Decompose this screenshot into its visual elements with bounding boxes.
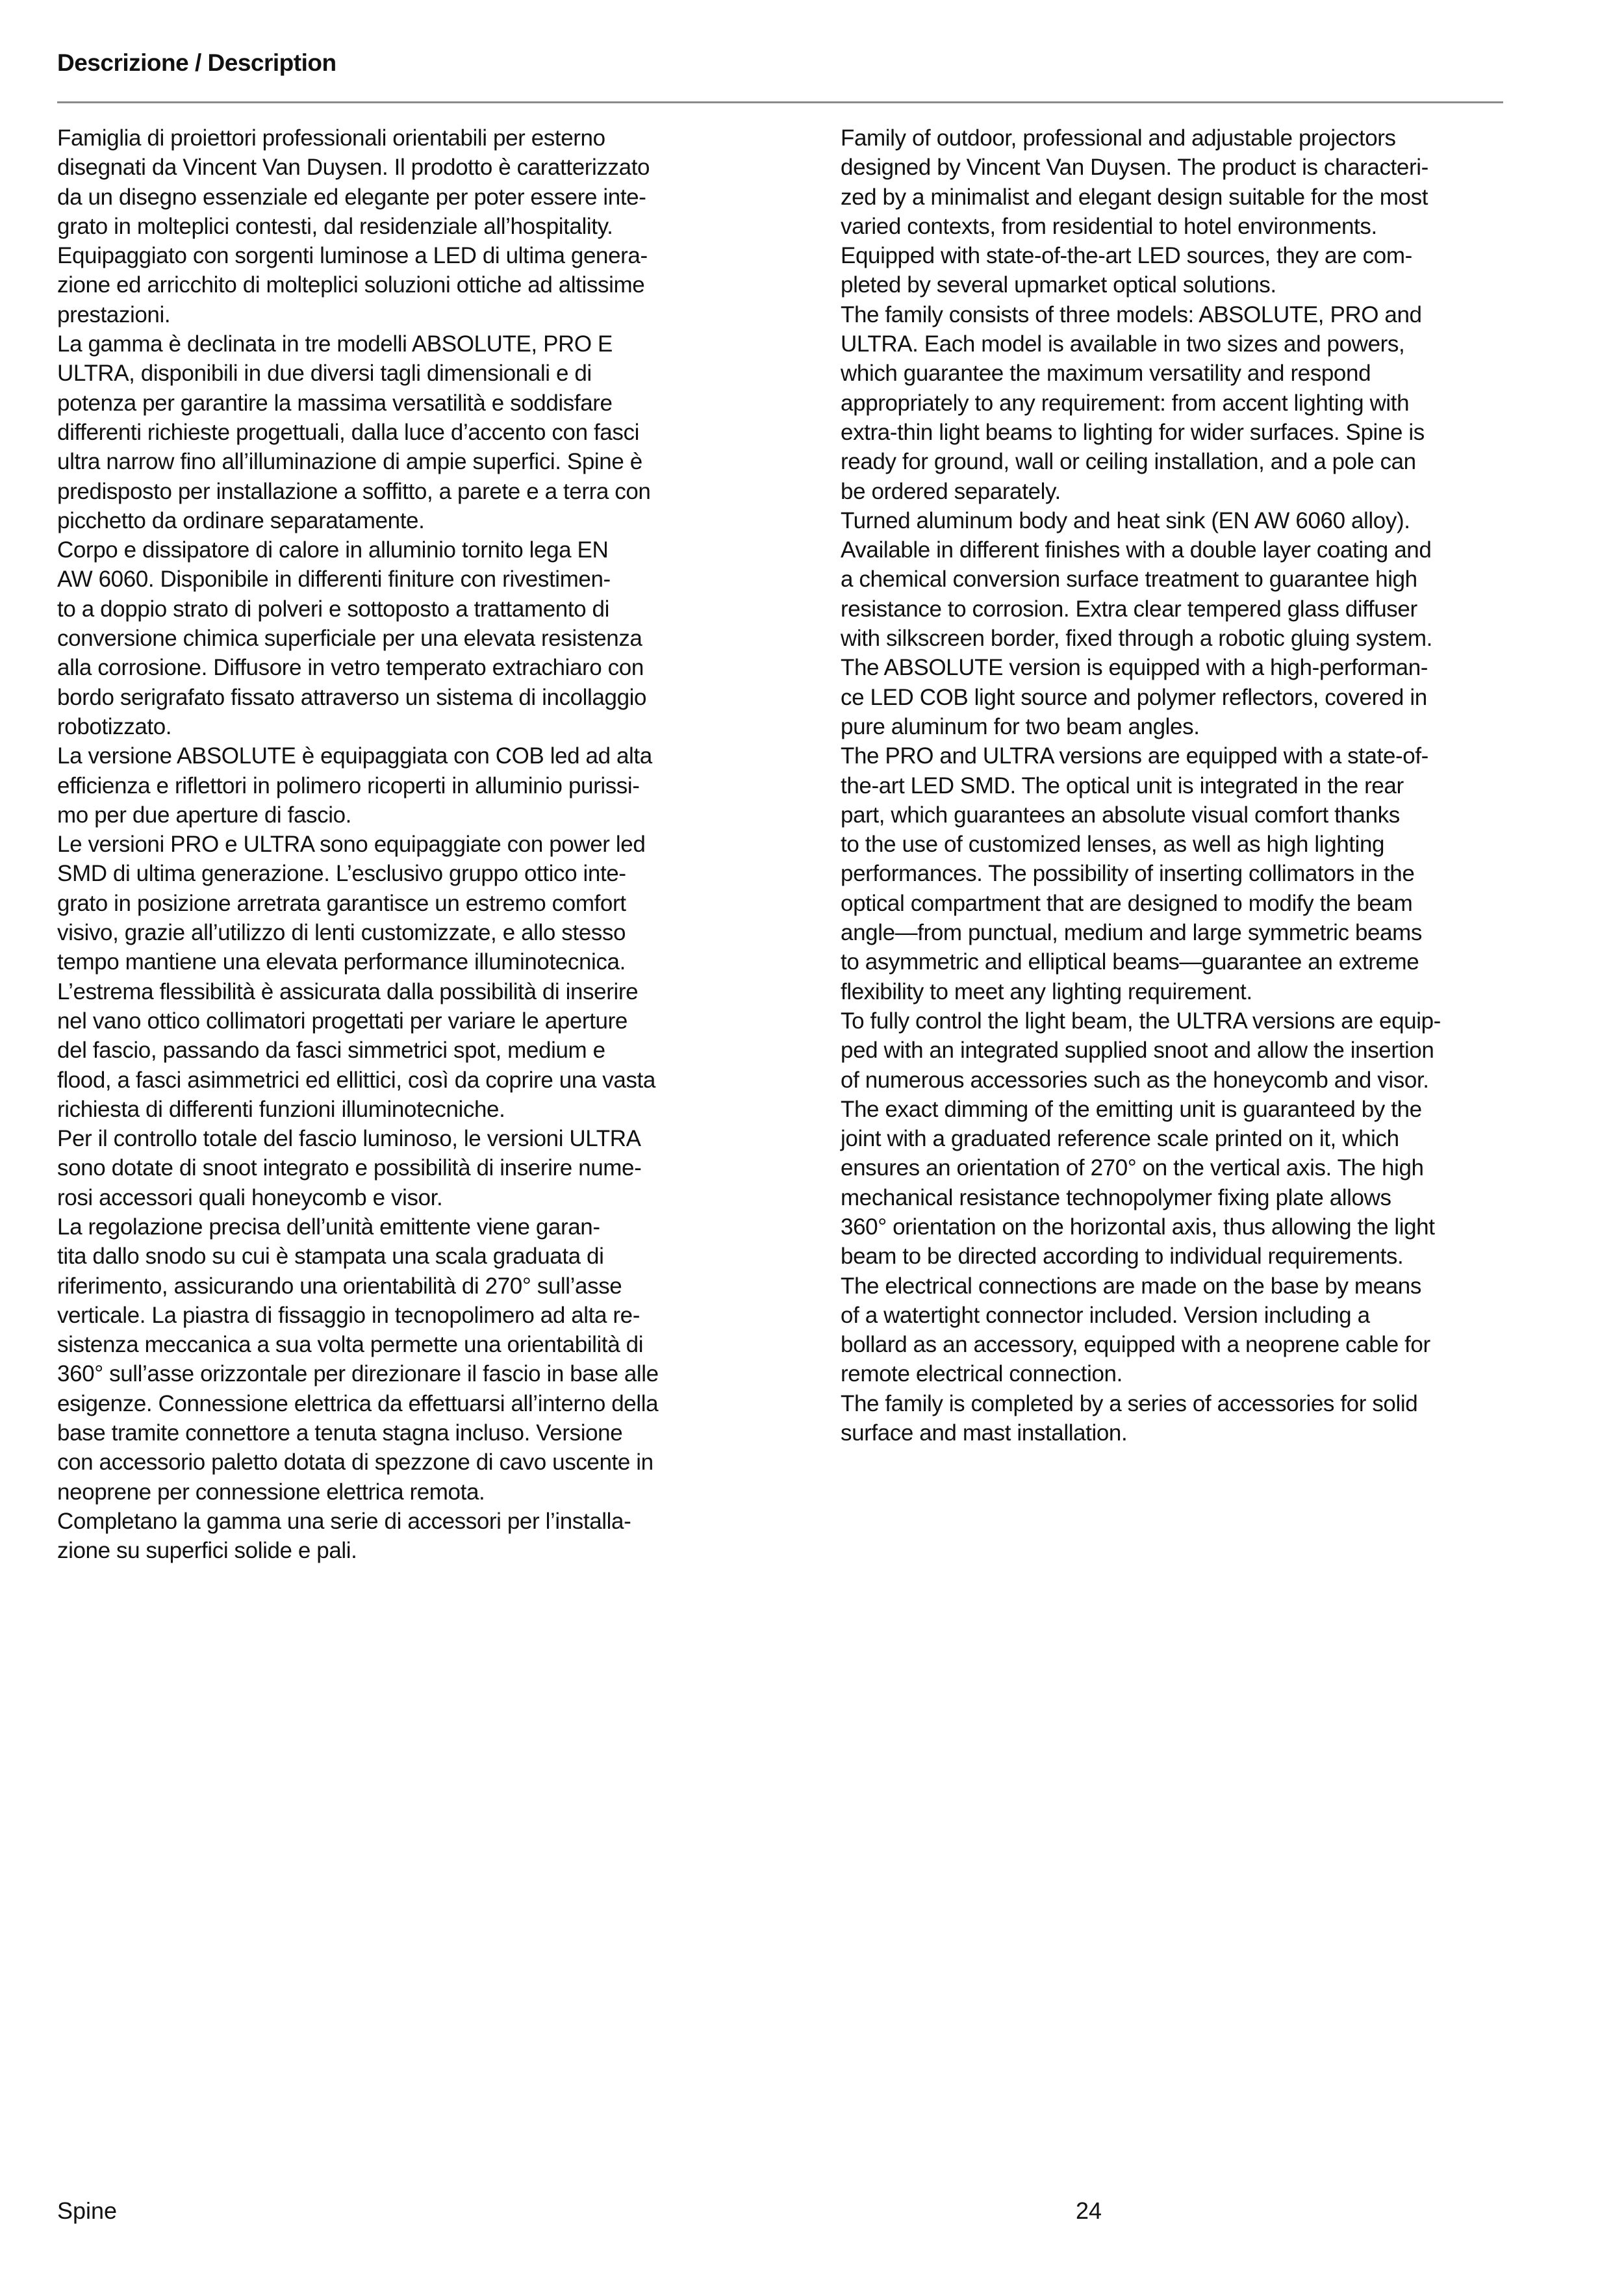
text-line: pleted by several upmarket optical solutions. <box>841 272 1276 298</box>
text-line: richiesta di differenti funzioni illuminotecniche. <box>57 1096 505 1122</box>
italian-description <box>57 123 659 1566</box>
footer-product-name: Spine <box>57 2197 118 2224</box>
text-line: base tramite connettore a tenuta stagna incluso. Versione <box>57 1420 623 1446</box>
text-line: del fascio, passando da fasci simmetrici spot, medium e <box>57 1038 605 1064</box>
english-description <box>841 123 1441 1448</box>
text-line: nel vano ottico collimatori progettati per variare le aperture <box>57 1008 628 1034</box>
text-line: conversione chimica superficiale per una elevata resistenza <box>57 626 642 652</box>
text-line: grato in molteplici contesti, dal residenziale all’hospitality. <box>57 213 613 239</box>
text-line: Completano la gamma una serie di accessori per l’installa- <box>57 1508 631 1534</box>
text-line: zione ed arricchito di molteplici soluzioni ottiche ad altissime <box>57 272 645 298</box>
text-line: resistance to corrosion. Extra clear tempered glass diffuser <box>841 596 1417 622</box>
text-line: 360° sull’asse orizzontale per direzionare il fascio in base alle <box>57 1361 659 1387</box>
section-heading: Descrizione / Description <box>57 49 336 76</box>
text-line: joint with a graduated reference scale printed on it, which <box>841 1126 1399 1152</box>
text-line: esigenze. Connessione elettrica da effettuarsi all’interno della <box>57 1390 659 1416</box>
text-line: zed by a minimalist and elegant design suitable for the most <box>841 184 1428 210</box>
text-line: flood, a fasci asimmetrici ed ellittici, così da coprire una vasta <box>57 1067 655 1093</box>
text-line: To fully control the light beam, the ULTRA versions are equip- <box>841 1008 1441 1034</box>
text-line: The PRO and ULTRA versions are equipped with a state-of- <box>841 743 1428 769</box>
text-line: con accessorio paletto dotata di spezzone di cavo uscente in <box>57 1450 653 1476</box>
text-line: alla corrosione. Diffusore in vetro temperato extrachiaro con <box>57 655 644 681</box>
text-line: SMD di ultima generazione. L’esclusivo gruppo ottico inte- <box>57 861 626 887</box>
text-line: a chemical conversion surface treatment to guarantee high <box>841 567 1417 593</box>
text-line: angle—from punctual, medium and large symmetric beams <box>841 920 1423 946</box>
text-line: predisposto per installazione a soffitto, a parete e a terra con <box>57 478 651 504</box>
text-line: varied contexts, from residential to hotel environments. <box>841 213 1377 239</box>
text-line: ULTRA. Each model is available in two sizes and powers, <box>841 331 1405 357</box>
text-line: remote electrical connection. <box>841 1361 1123 1387</box>
text-line: Per il controllo totale del fascio luminoso, le versioni ULTRA <box>57 1126 641 1152</box>
text-line: tempo mantiene una elevata performance illuminotecnica. <box>57 949 626 975</box>
text-line: with silkscreen border, fixed through a robotic gluing system. <box>841 626 1432 652</box>
text-line: mechanical resistance technopolymer fixing plate allows <box>841 1184 1391 1210</box>
text-line: the-art LED SMD. The optical unit is integrated in the rear <box>841 773 1404 798</box>
text-line: tita dallo snodo su cui è stampata una scala graduata di <box>57 1244 604 1270</box>
text-line: robotizzato. <box>57 713 172 739</box>
text-line: The exact dimming of the emitting unit is guaranteed by the <box>841 1096 1422 1122</box>
text-line: extra-thin light beams to lighting for wider surfaces. Spine is <box>841 419 1425 445</box>
text-line: appropriately to any requirement: from accent lighting with <box>841 390 1410 416</box>
text-line: of numerous accessories such as the honeycomb and visor. <box>841 1067 1429 1093</box>
text-line: L’estrema flessibilità è assicurata dalla possibilità di inserire <box>57 978 639 1004</box>
text-line: ready for ground, wall or ceiling installation, and a pole can <box>841 449 1416 475</box>
text-line: Family of outdoor, professional and adjustable projectors <box>841 125 1396 151</box>
text-line: Le versioni PRO e ULTRA sono equipaggiate con power led <box>57 832 646 858</box>
text-line: ensures an orientation of 270° on the vertical axis. The high <box>841 1155 1424 1181</box>
text-line: ped with an integrated supplied snoot and allow the insertion <box>841 1038 1434 1064</box>
text-line: AW 6060. Disponibile in differenti finiture con rivestimen- <box>57 567 611 593</box>
text-line: part, which guarantees an absolute visual comfort thanks <box>841 802 1400 828</box>
text-line: beam to be directed according to individual requirements. <box>841 1244 1404 1270</box>
text-line: sistenza meccanica a sua volta permette una orientabilità di <box>57 1332 644 1358</box>
text-line: Equipaggiato con sorgenti luminose a LED di ultima genera- <box>57 243 648 269</box>
page-number: 24 <box>1076 2197 1102 2224</box>
text-line: performances. The possibility of inserting collimators in the <box>841 861 1415 887</box>
text-line: to a doppio strato di polveri e sottoposto a trattamento di <box>57 596 609 622</box>
text-line: bordo serigrafato fissato attraverso un sistema di incollaggio <box>57 684 647 710</box>
text-line: The electrical connections are made on the base by means <box>841 1273 1421 1299</box>
text-line: zione su superfici solide e pali. <box>57 1538 357 1564</box>
text-line: da un disegno essenziale ed elegante per poter essere inte- <box>57 184 646 210</box>
text-line: Turned aluminum body and heat sink (EN AW 6060 alloy). <box>841 507 1410 533</box>
text-line: La regolazione precisa dell’unità emittente viene garan- <box>57 1214 600 1240</box>
text-line: mo per due aperture di fascio. <box>57 802 351 828</box>
text-line: surface and mast installation. <box>841 1420 1128 1446</box>
text-line: neoprene per connessione elettrica remota. <box>57 1479 485 1505</box>
text-line: 360° orientation on the horizontal axis, thus allowing the light <box>841 1214 1435 1240</box>
text-line: Available in different finishes with a double layer coating and <box>841 537 1432 563</box>
text-line: verticale. La piastra di fissaggio in tecnopolimero ad alta re- <box>57 1302 640 1328</box>
text-line: The ABSOLUTE version is equipped with a high-performan- <box>841 655 1428 681</box>
text-line: ULTRA, disponibili in due diversi tagli dimensionali e di <box>57 361 592 387</box>
heading-divider <box>57 101 1503 103</box>
text-line: Equipped with state-of-the-art LED sources, they are com- <box>841 243 1412 269</box>
text-line: rosi accessori quali honeycomb e visor. <box>57 1184 443 1210</box>
text-line: potenza per garantire la massima versatilità e soddisfare <box>57 390 613 416</box>
text-line: designed by Vincent Van Duysen. The product is characteri- <box>841 155 1428 181</box>
text-line: riferimento, assicurando una orientabilità di 270° sull’asse <box>57 1273 622 1299</box>
text-line: bollard as an accessory, equipped with a neoprene cable for <box>841 1332 1430 1358</box>
text-line: Corpo e dissipatore di calore in alluminio tornito lega EN <box>57 537 609 563</box>
text-line: The family is completed by a series of accessories for solid <box>841 1390 1418 1416</box>
text-line: flexibility to meet any lighting requirement. <box>841 978 1252 1004</box>
text-line: to asymmetric and elliptical beams—guarantee an extreme <box>841 949 1419 975</box>
text-line: visivo, grazie all’utilizzo di lenti customizzate, e allo stesso <box>57 920 626 946</box>
text-line: pure aluminum for two beam angles. <box>841 713 1200 739</box>
text-line: of a watertight connector included. Version including a <box>841 1302 1370 1328</box>
text-line: to the use of customized lenses, as well as high lighting <box>841 832 1385 858</box>
text-line: disegnati da Vincent Van Duysen. Il prodotto è caratterizzato <box>57 155 650 181</box>
text-line: efficienza e riflettori in polimero ricoperti in alluminio purissi- <box>57 773 640 798</box>
text-line: ce LED COB light source and polymer reflectors, covered in <box>841 684 1427 710</box>
text-line: ultra narrow fino all’illuminazione di ampie superfici. Spine è <box>57 449 642 475</box>
text-line: differenti richieste progettuali, dalla luce d’accento con fasci <box>57 419 639 445</box>
text-line: be ordered separately. <box>841 478 1061 504</box>
text-line: which guarantee the maximum versatility and respond <box>841 361 1371 387</box>
text-line: picchetto da ordinare separatamente. <box>57 507 425 533</box>
text-line: Famiglia di proiettori professionali orientabili per esterno <box>57 125 605 151</box>
text-line: The family consists of three models: ABSOLUTE, PRO and <box>841 301 1422 327</box>
text-line: optical compartment that are designed to modify the beam <box>841 890 1413 916</box>
text-line: sono dotate di snoot integrato e possibilità di inserire nume- <box>57 1155 642 1181</box>
text-line: La gamma è declinata in tre modelli ABSOLUTE, PRO E <box>57 331 613 357</box>
text-line: grato in posizione arretrata garantisce un estremo comfort <box>57 890 626 916</box>
text-line: La versione ABSOLUTE è equipaggiata con COB led ad alta <box>57 743 652 769</box>
text-line: prestazioni. <box>57 301 171 327</box>
